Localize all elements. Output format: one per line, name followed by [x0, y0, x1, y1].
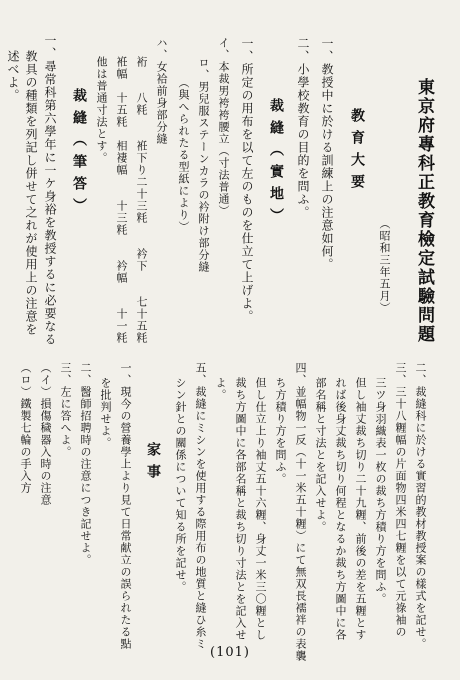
section-heading-sewing-written: 裁縫（筆答）	[71, 88, 87, 220]
question-text: 但し仕立上り袖丈五十六糎、身丈一米三〇糎とし	[254, 377, 267, 641]
question-text: 袵幅 十五粍 相褄幅 十三粍 衿幅 十一粍	[115, 56, 128, 344]
question-text: ハ、女袷前身部分縫	[155, 37, 168, 145]
question-text: シン針との關係について知る所を記せ。	[174, 377, 187, 593]
question-text: を批判せよ。	[99, 377, 112, 449]
question-text: 教具の種類を列記し併せて之れが使用上の注意を	[24, 50, 38, 336]
question-text: （ロ）鐵製七輪の手入方	[19, 362, 32, 494]
question-text: ロ、男兒服ステーンカラの衿附け部分縫	[197, 57, 210, 273]
question-text: ち方積り方を問ふ。	[274, 377, 287, 485]
question-text: 二、小學校教育の目的を問ふ。	[296, 37, 310, 219]
question-text: 但し袖丈裁ち切り二十九糎、前後の差を五糎とす	[354, 377, 367, 641]
question-text: （イ）損傷穢器入時の注意	[39, 362, 52, 506]
question-text: 一、現今の營養學上より見て日常献立の誤られたる點	[119, 362, 132, 650]
question-text: 裄 八粍 袵下り二十三粍 衿下 七十五粍	[135, 56, 148, 344]
question-text: イ、本裁男袴袴腰立（寸法普通）	[217, 37, 230, 217]
question-text: よ。	[214, 377, 227, 401]
question-text: 二、醫師招聘時の注意につき記せよ。	[79, 362, 92, 566]
question-text: 二、裁縫科に於ける實習的教材教授案の樣式を記せ。	[414, 362, 427, 650]
question-text: 一、教授中に於ける訓練上の注意如何。	[320, 37, 334, 271]
question-text: 一、尋常科第六學年に一ケ身裕を教授するに必要なる	[43, 34, 57, 346]
date-note: （昭和三年五月）	[378, 218, 391, 314]
section-heading-education: 教育大要	[349, 108, 365, 196]
question-text: 一、所定の用布を以て左のものを仕立て上げよ。	[240, 37, 254, 323]
question-text: れば後身丈裁ち切り何程となるか裁ち方圖中に各	[334, 377, 347, 641]
section-heading-domestic: 家事	[145, 442, 161, 486]
question-text: 三ツ身羽織表一枚の裁ち方積り方を問ふ。	[374, 377, 387, 605]
page-number: (101)	[210, 645, 250, 660]
question-text: 三、左に答へよ。	[59, 362, 72, 458]
document-title: 東京府專科正教育檢定試驗問題	[414, 78, 434, 344]
question-text: 述べよ。	[6, 50, 20, 102]
section-heading-sewing-practical: 裁縫（實地）	[268, 98, 284, 230]
question-text: 他は普通寸法とす。	[95, 56, 108, 164]
question-text: 五、裁縫にミシンを使用する際用布の地質と縫ひ糸ミ	[194, 362, 207, 650]
question-text: 三、三十八糎幅の片面物四米四七糎を以て元祿袖の	[394, 362, 407, 638]
question-text: （與へられたる型紙により）	[177, 77, 190, 233]
question-text: 四、並幅物一反（十一米五十糎）にて無双長襦袢の表襲	[294, 362, 307, 662]
question-text: 裁ち方圖中に各部名稱と裁ち切り寸法とを記入せ	[234, 377, 247, 641]
question-text: 部名稱と寸法とを記入せよ。	[314, 377, 327, 533]
